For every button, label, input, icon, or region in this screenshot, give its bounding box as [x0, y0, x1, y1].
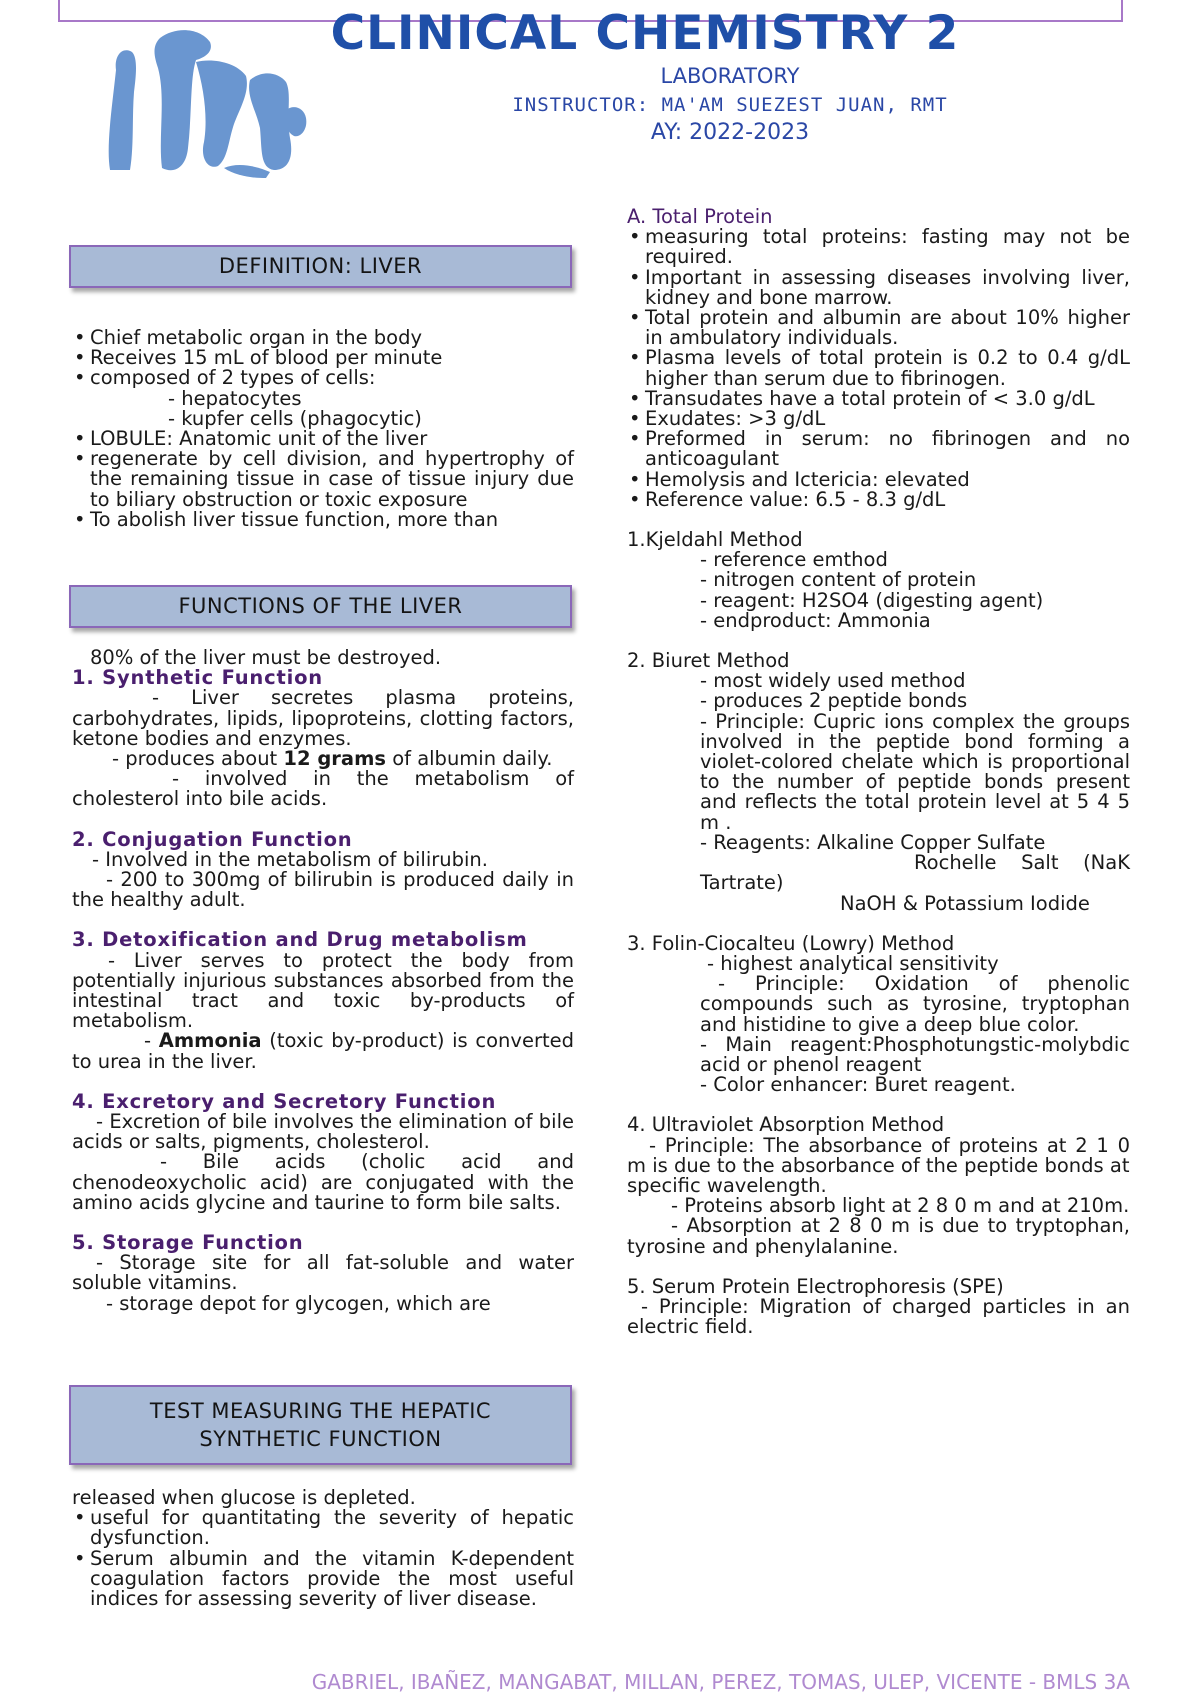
test-content	[72, 1488, 574, 1609]
paragraph: - Ammonia (toxic by-product) is converted to urea in the liver.	[72, 1029, 574, 1073]
heading-line: SYNTHETIC FUNCTION	[199, 1427, 442, 1451]
paragraph: released when glucose is depleted.	[72, 1486, 416, 1509]
stylized-blue-figure-logo	[100, 18, 315, 190]
heading-definition: DEFINITION: LIVER	[69, 245, 572, 288]
method-item: - highest analytical sensitivity	[707, 951, 999, 975]
paragraph: - Bile acids (cholic acid and chenodeoxycholic acid) are conjugated with the amino acids glycine and taurine to form bile salts.	[72, 1150, 574, 1214]
method-item: - produces 2 peptide bonds	[700, 689, 968, 713]
lab-subtitle: LABORATORY	[660, 64, 800, 88]
paragraph: - involved in the metabolism of cholesterol into bile acids.	[72, 767, 574, 811]
list-item: • Exudates: >3 g/dL	[627, 409, 1130, 429]
method-item: - Principle: The absorbance of proteins at 2 1 0 m is due to the absorbance of the peptide bonds at	[627, 1133, 1130, 1177]
paragraph: - Involved in the metabolism of bilirubin.	[92, 847, 488, 871]
method-title: 1.Kjeldahl Method	[627, 528, 803, 552]
cell-type: - hepatocytes	[168, 386, 302, 410]
method-item: - Principle: Oxidation of phenolic compounds such as tyrosine, tryptophan and histidine to give a deep blue color.	[700, 972, 1130, 1036]
method-item: - Proteins absorb light at 2 8 0 m and at 210m.	[671, 1194, 1130, 1218]
heading-test-hepatic	[69, 1385, 572, 1465]
method-item: - Absorption at 2 8 0 m is due to tryptophan, tyrosine and phenylalanine.	[627, 1214, 1130, 1258]
destroyed-note: 80% of the liver must be destroyed.	[90, 646, 442, 669]
method-item: - most widely used method	[700, 669, 966, 693]
method-item: - nitrogen content of protein	[700, 568, 977, 592]
section-title: 3. Detoxification and Drug metabolism	[72, 928, 528, 952]
paragraph: - Excretion of bile involves the elimination of bile acids or salts, pigments, cholesterol.	[72, 1110, 574, 1154]
method-item: - Principle: Migration of charged particles in an electric field.	[627, 1294, 1130, 1339]
list-item: • Serum albumin and the vitamin K-dependent coagulation factors provide the most useful indices for assessing severity of liver disease.	[72, 1549, 574, 1610]
heading-functions: FUNCTIONS OF THE LIVER	[69, 585, 572, 628]
list-item: • useful for quantitating the severity of hepatic dysfunction.	[72, 1508, 574, 1548]
list-item: • composed of 2 types of cells:	[72, 368, 574, 388]
right-column	[627, 207, 1130, 1337]
academic-year: AY: 2022-2023	[650, 120, 810, 145]
paragraph: - Storage site for all fat-soluble and water soluble vitamins.	[72, 1251, 574, 1295]
list-item: • measuring total proteins: fasting may not be required.	[627, 227, 1130, 267]
method-item: Rochelle Salt (NaK Tartrate)	[700, 851, 1130, 895]
method-item: - Reagents: Alkaline Copper Sulfate	[700, 830, 1046, 854]
method-title: 4. Ultraviolet Absorption Method	[627, 1113, 945, 1137]
section-title: A. Total Protein	[627, 205, 773, 228]
course-title: CLINICAL CHEMISTRY 2	[330, 6, 960, 61]
instructor-line: INSTRUCTOR: MA'AM SUEZEST JUAN, RMT	[512, 94, 948, 116]
method-title: 3. Folin-Ciocalteu (Lowry) Method	[627, 931, 955, 955]
functions-content	[72, 648, 574, 1314]
method-item: - Principle: Cupric ions complex the groups involved in the peptide bond forming a violet-colored chelate which is proportional to the number of peptide bonds present and reflects the total protein level at 5 4 5 m .	[700, 709, 1130, 834]
list-item: • regenerate by cell division, and hypertrophy of the remaining tissue in case of tissue injury due to biliary obstruction or toxic exposure	[72, 449, 574, 510]
section-title: 2. Conjugation Function	[72, 827, 353, 851]
cell-type: - kupfer cells (phagocytic)	[168, 406, 422, 430]
method-item: - endproduct: Ammonia	[700, 608, 931, 632]
list-item: • To abolish liver tissue function, more than	[72, 510, 574, 530]
list-item: • Plasma levels of total protein is 0.2 to 0.4 g/dL higher than serum due to fibrinogen.	[627, 348, 1130, 388]
method-item: - Color enhancer: Buret reagent.	[700, 1073, 1016, 1097]
paragraph: - Liver serves to protect the body from potentially injurious substances absorbed from the intestinal tract and toxic by-products of metabolism.	[72, 948, 574, 1033]
method-item: - Main reagent:Phosphotungstic-molybdic acid or phenol reagent	[700, 1032, 1130, 1076]
list-item: • LOBULE: Anatomic unit of the liver	[72, 429, 574, 449]
list-item: • Chief metabolic organ in the body	[72, 328, 574, 348]
method-item: - reagent: H2SO4 (digesting agent)	[700, 588, 1044, 612]
list-item: • Transudates have a total protein of < 3.0 g/dL	[627, 389, 1130, 409]
paragraph: - produces about 12 grams of albumin daily.	[112, 747, 553, 771]
list-item: • Hemolysis and Ictericia: elevated	[627, 470, 1130, 490]
section-title: 1. Synthetic Function	[72, 666, 323, 690]
paragraph: - 200 to 300mg of bilirubin is produced daily in the healthy adult.	[72, 868, 574, 912]
paragraph: - Liver secretes plasma proteins, carbohydrates, lipids, lipoproteins, clotting factors, ketone bodies and enzymes.	[72, 686, 574, 750]
definition-content	[72, 328, 574, 530]
list-item: • Reference value: 6.5 - 8.3 g/dL	[627, 490, 1130, 510]
method-title: 5. Serum Protein Electrophoresis (SPE)	[627, 1274, 1004, 1298]
footer-authors: GABRIEL, IBAÑEZ, MANGABAT, MILLAN, PEREZ, TOMAS, ULEP, VICENTE - BMLS 3A	[311, 1670, 1130, 1694]
method-item: - reference emthod	[700, 548, 888, 572]
method-title: 2. Biuret Method	[627, 649, 790, 673]
list-item: • Preformed in serum: no fibrinogen and no anticoagulant	[627, 429, 1130, 469]
section-title: 5. Storage Function	[72, 1231, 304, 1255]
section-title: 4. Excretory and Secretory Function	[72, 1089, 497, 1113]
method-item: specific wavelength.	[627, 1173, 827, 1197]
paragraph: - storage depot for glycogen, which are	[106, 1291, 491, 1315]
method-item: NaOH & Potassium Iodide	[840, 891, 1090, 915]
list-item: • Total protein and albumin are about 10% higher in ambulatory individuals.	[627, 308, 1130, 348]
heading-line: TEST MEASURING THE HEPATIC	[149, 1399, 492, 1423]
list-item: • Receives 15 mL of blood per minute	[72, 348, 574, 368]
list-item: • Important in assessing diseases involving liver, kidney and bone marrow.	[627, 268, 1130, 308]
